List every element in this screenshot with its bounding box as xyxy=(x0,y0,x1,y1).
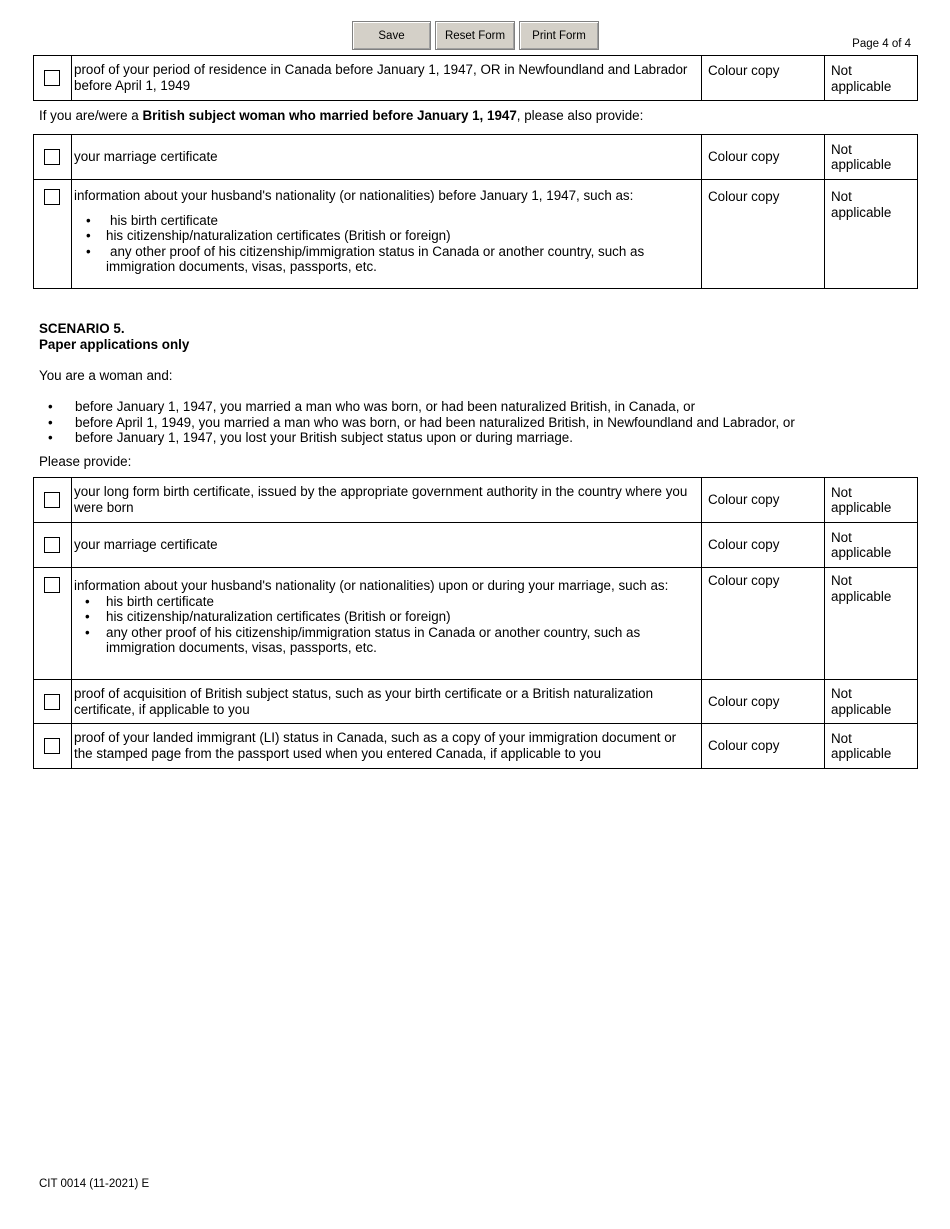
colour-copy-label: Colour copy xyxy=(702,680,825,724)
table-row xyxy=(34,724,918,769)
list-item: • before January 1, 1947, you married a man who was born, or had been naturalized British, in Canada, or xyxy=(48,399,696,414)
colour-copy-label: Colour copy xyxy=(702,568,825,680)
checkbox-british-status[interactable] xyxy=(44,694,60,710)
table-row xyxy=(34,568,918,680)
row-description: information about your husband's nationality (or nationalities) before January 1, 1947, such as: • his birth certificate • his citizenship/naturalization certificates (British or foreign) • any other proof of his citizenship/immigration status in Canada or another country, such as immigration documents, visas, passports, etc. xyxy=(72,180,702,289)
scenario-heading: SCENARIO 5. xyxy=(39,321,125,336)
list-item: • his birth certificate xyxy=(85,593,214,609)
list-item: • any other proof of his citizenship/immigration status in Canada or another country, such as immigration documents, visas, passports, etc. xyxy=(86,243,645,274)
list-item: • his birth certificate xyxy=(86,212,218,228)
not-applicable-label: Not applicable xyxy=(825,135,918,180)
colour-copy-label: Colour copy xyxy=(702,135,825,180)
colour-copy-label: Colour copy xyxy=(702,180,825,289)
table-row xyxy=(34,56,918,101)
checkbox-residence-proof[interactable] xyxy=(44,70,60,86)
table-row xyxy=(34,135,918,180)
reset-form-button[interactable]: Reset Form xyxy=(435,21,515,50)
not-applicable-label: Not applicable xyxy=(825,568,918,680)
checkbox-landed-immigrant[interactable] xyxy=(44,738,60,754)
checkbox-husband-nationality[interactable] xyxy=(44,189,60,205)
checkbox-marriage-certificate[interactable] xyxy=(44,149,60,165)
not-applicable-label: Not applicable xyxy=(825,724,918,769)
colour-copy-label: Colour copy xyxy=(702,56,825,101)
row-description: your marriage certificate xyxy=(72,135,702,180)
not-applicable-label: Not applicable xyxy=(825,180,918,289)
list-item: • his citizenship/naturalization certificates (British or foreign) xyxy=(85,609,451,624)
not-applicable-label: Not applicable xyxy=(825,478,918,523)
table-row xyxy=(34,523,918,568)
not-applicable-label: Not applicable xyxy=(825,56,918,101)
british-woman-table xyxy=(33,134,918,289)
table-row xyxy=(34,180,918,289)
not-applicable-label: Not applicable xyxy=(825,523,918,568)
list-item: • any other proof of his citizenship/immigration status in Canada or another country, such as immigration documents, visas, passports, etc. xyxy=(85,624,641,655)
list-item: • his citizenship/naturalization certificates (British or foreign) xyxy=(86,228,451,243)
list-item: • before January 1, 1947, you lost your British subject status upon or during marriage. xyxy=(48,430,573,445)
row-description: information about your husband's nationality (or nationalities) upon or during your marriage, such as: • his birth certificate • his citizenship/naturalization certificates (British or foreign) • any other proof of his citizenship/immigration status in Canada or another country, such as immigration documents, visas, passports, etc. xyxy=(72,568,702,680)
table-row xyxy=(34,478,918,523)
please-provide-label: Please provide: xyxy=(39,454,132,469)
page-number: Page 4 of 4 xyxy=(852,38,911,50)
scenario5-documents-table xyxy=(33,477,918,769)
colour-copy-label: Colour copy xyxy=(702,478,825,523)
row-description: proof of your period of residence in Canada before January 1, 1947, OR in Newfoundland and Labrador before April 1, 1949 xyxy=(72,56,702,101)
checkbox-marriage-certificate-s5[interactable] xyxy=(44,537,60,553)
print-form-button[interactable]: Print Form xyxy=(519,21,599,50)
list-item: • before April 1, 1949, you married a man who was born, or had been naturalized British, in Newfoundland and Labrador, or xyxy=(48,414,795,430)
scenario-intro: You are a woman and: xyxy=(39,368,173,383)
husband-documents-list xyxy=(74,594,695,656)
row-description: your long form birth certificate, issued by the appropriate government authority in the country where you were born xyxy=(72,478,702,523)
table-row xyxy=(34,680,918,724)
colour-copy-label: Colour copy xyxy=(702,724,825,769)
row-description: your marriage certificate xyxy=(72,523,702,568)
colour-copy-label: Colour copy xyxy=(702,523,825,568)
british-woman-note: If you are/were a British subject woman who married before January 1, 1947, please also provide: xyxy=(39,108,644,123)
scenario-subheading: Paper applications only xyxy=(39,337,190,352)
save-button[interactable]: Save xyxy=(352,21,431,50)
scenario-conditions-list xyxy=(48,399,795,446)
checkbox-birth-certificate[interactable] xyxy=(44,492,60,508)
residence-proof-table xyxy=(33,55,918,101)
row-description: proof of acquisition of British subject status, such as your birth certificate or a British naturalization certificate, if applicable to you xyxy=(72,680,702,724)
form-code-footer: CIT 0014 (11-2021) E xyxy=(39,1178,150,1190)
husband-documents-list xyxy=(74,213,695,275)
not-applicable-label: Not applicable xyxy=(825,680,918,724)
row-description: proof of your landed immigrant (LI) status in Canada, such as a copy of your immigration document or the stamped page from the passport used when you entered Canada, if applicable to you xyxy=(72,724,702,769)
checkbox-husband-nationality-s5[interactable] xyxy=(44,577,60,593)
